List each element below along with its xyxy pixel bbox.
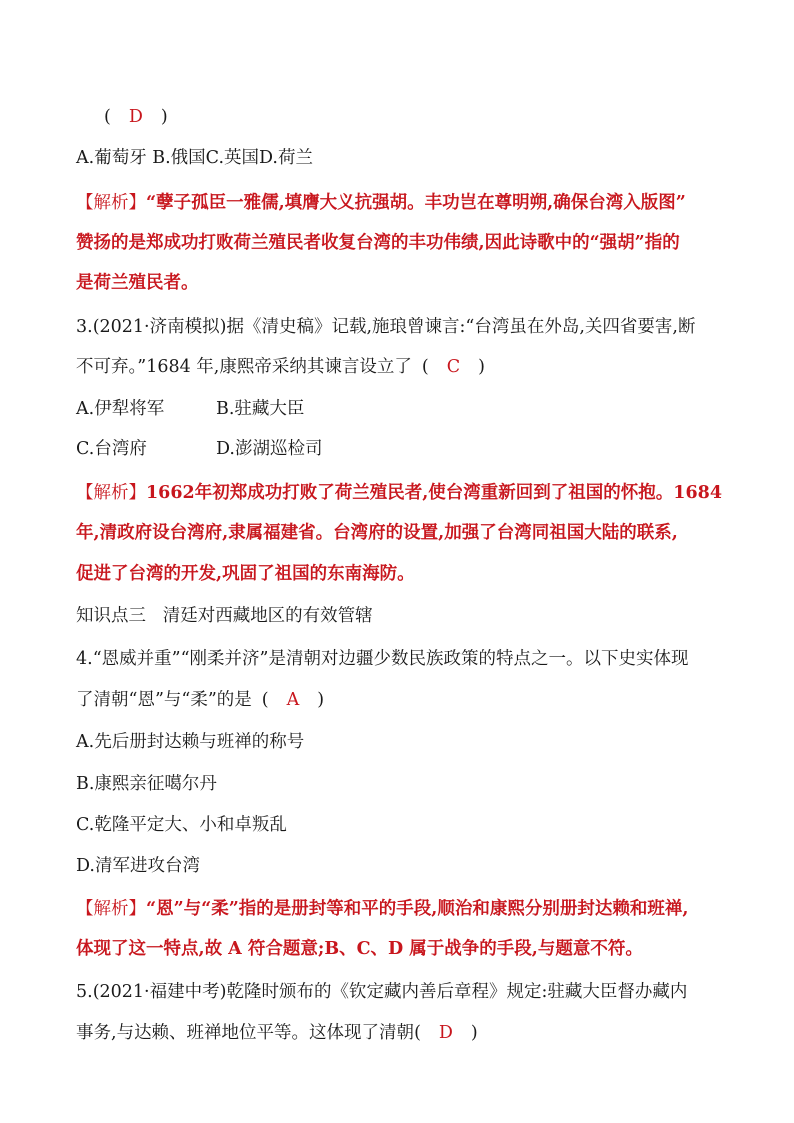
q3-stem-line-1: 3.(2021·济南模拟)据《清史稿》记载,施琅曾谏言:“台湾虽在外岛,关四省要害,断 [76, 317, 696, 337]
q5-stem-line-1: 5.(2021·福建中考)乾隆时颁布的《钦定藏内善后章程》规定:驻藏大臣督办藏内 [76, 982, 688, 1002]
answer-letter: C [446, 357, 461, 377]
q3-option-d: D.澎湖巡检司 [216, 439, 323, 459]
q3-option-a: A.伊犁将军 [76, 399, 165, 419]
paren-open: ( [414, 1023, 421, 1043]
answer-letter: D [128, 107, 143, 127]
q3-analysis-line-1 [76, 482, 722, 504]
stem-text: 不可弃。”1684 年,康熙帝采纳其谏言设立了 [76, 357, 412, 377]
q3-option-b: B.驻藏大臣 [216, 399, 305, 419]
q4-analysis-line-1 [76, 898, 688, 920]
analysis-tag: 【解析】 [76, 193, 146, 213]
paren-close: ) [317, 690, 325, 710]
q3-stem-line-2 [76, 356, 485, 378]
q4-option-c: C.乾隆平定大、小和卓叛乱 [76, 815, 287, 835]
answer-letter: D [438, 1023, 453, 1043]
analysis-text: 1662年初郑成功打败了荷兰殖民者,使台湾重新回到了祖国的怀抱。1684 [146, 483, 723, 503]
paren-close: ) [160, 107, 168, 127]
paren-open: ( [261, 690, 269, 710]
q5-stem-line-2 [76, 1022, 478, 1044]
q4-analysis-line-2: 体现了这一特点,故 A 符合题意;B、C、D 属于战争的手段,与题意不符。 [76, 939, 643, 959]
q4-option-d: D.清军进攻台湾 [76, 856, 200, 876]
paren-close: ) [478, 357, 485, 377]
q2-answer-line [104, 106, 168, 128]
q2-options: A.葡萄牙 B.俄国C.英国D.荷兰 [76, 148, 313, 168]
section-title: 知识点三 清廷对西藏地区的有效管辖 [76, 606, 373, 626]
analysis-tag: 【解析】 [76, 483, 146, 503]
q4-stem-line-2 [76, 689, 324, 711]
q3-option-c: C.台湾府 [76, 439, 147, 459]
analysis-text: “恩”与“柔”指的是册封等和平的手段,顺治和康熙分别册封达赖和班禅, [146, 899, 689, 919]
q4-stem-line-1: 4.“恩威并重”“刚柔并济”是清朝对边疆少数民族政策的特点之一。以下史实体现 [76, 649, 689, 669]
q2-analysis-line-2: 赞扬的是郑成功打败荷兰殖民者收复台湾的丰功伟绩,因此诗歌中的“强胡”指的 [76, 233, 680, 253]
paren-open: ( [421, 357, 429, 377]
paren-close: ) [470, 1023, 478, 1043]
q3-analysis-line-2: 年,清政府设台湾府,隶属福建省。台湾府的设置,加强了台湾同祖国大陆的联系, [76, 523, 678, 543]
stem-text: 事务,与达赖、班禅地位平等。这体现了清朝 [76, 1023, 415, 1043]
analysis-text: “孽子孤臣一雅儒,填膺大义抗强胡。丰功岂在尊明朔,确保台湾入版图” [146, 193, 686, 213]
analysis-tag: 【解析】 [76, 899, 146, 919]
q4-option-b: B.康熙亲征噶尔丹 [76, 774, 217, 794]
answer-letter: A [286, 690, 300, 710]
q3-analysis-line-3: 促进了台湾的开发,巩固了祖国的东南海防。 [76, 564, 415, 584]
paren-open: ( [104, 107, 111, 127]
q4-option-a: A.先后册封达赖与班禅的称号 [76, 732, 305, 752]
q2-analysis-line-3: 是荷兰殖民者。 [76, 273, 199, 293]
q2-analysis-line-1 [76, 192, 686, 214]
stem-text: 了清朝“恩”与“柔”的是 [76, 690, 252, 710]
